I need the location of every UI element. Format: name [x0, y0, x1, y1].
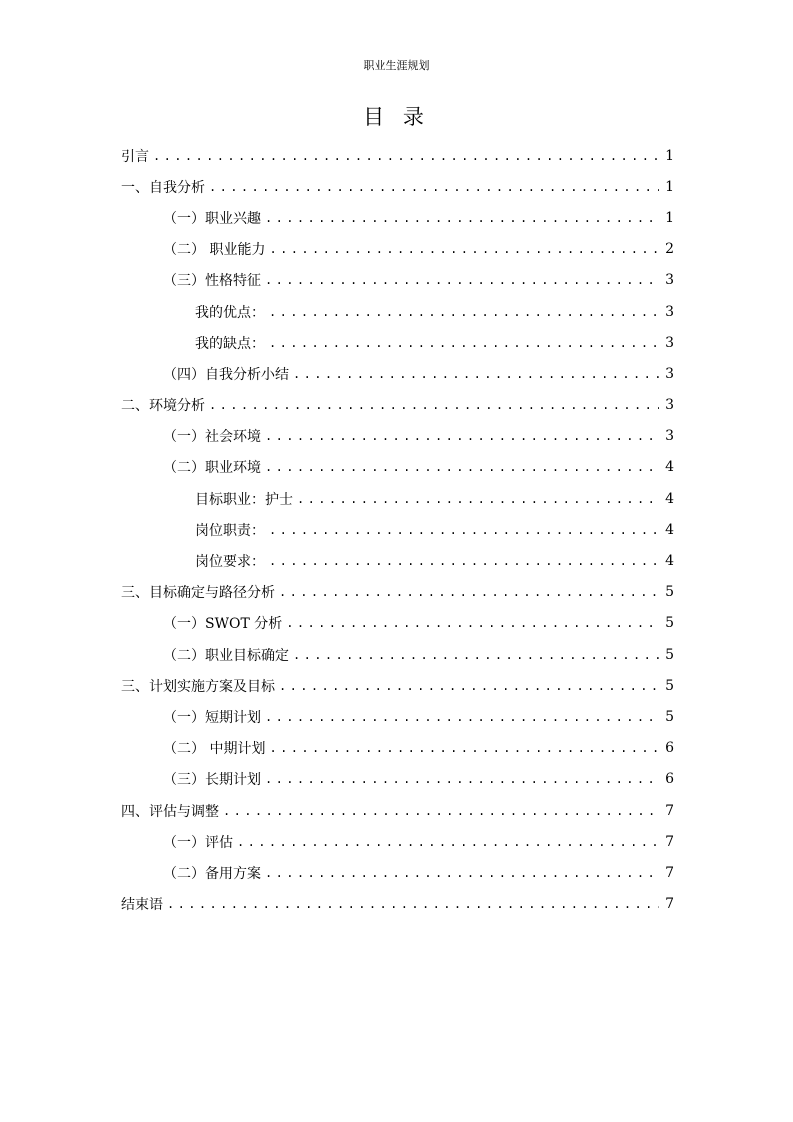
toc-entry-label: （四）自我分析小结 — [163, 366, 289, 383]
toc-entry-swot[interactable] — [121, 608, 674, 639]
toc-entry-page: 6 — [665, 771, 674, 788]
dot-leader — [265, 710, 659, 724]
toc-entry-conclusion[interactable] — [121, 889, 674, 920]
toc-entry-social-environment[interactable] — [121, 421, 674, 452]
toc-entry-page: 3 — [665, 428, 674, 445]
toc-entry-page: 1 — [665, 147, 674, 164]
toc-entry-page: 3 — [665, 303, 674, 320]
toc-title: 目 录 — [363, 105, 430, 129]
toc-entry-page: 1 — [665, 178, 674, 195]
toc-entry-page: 4 — [665, 490, 674, 507]
toc-entry-label: （二）职业环境 — [163, 460, 261, 477]
toc-entry-page: 3 — [665, 397, 674, 414]
dot-leader — [153, 149, 659, 163]
toc-entry-evaluation[interactable] — [121, 826, 674, 857]
toc-entry-label: （一）职业兴趣 — [163, 210, 261, 227]
toc-entry-page: 4 — [665, 521, 674, 538]
toc-entry-page: 5 — [665, 646, 674, 663]
toc-entry-page: 5 — [665, 584, 674, 601]
dot-leader — [237, 835, 659, 849]
toc-entry-long-term-plan[interactable] — [121, 764, 674, 795]
dot-leader — [269, 305, 659, 319]
toc-entry-label: （一）短期计划 — [163, 709, 261, 726]
toc-entry-page: 3 — [665, 365, 674, 382]
toc-entry-evaluation-adjustment[interactable] — [121, 795, 674, 826]
dot-leader — [279, 679, 659, 693]
toc-entry-introduction[interactable] — [121, 140, 674, 171]
toc-entry-goal-and-path[interactable] — [121, 577, 674, 608]
dot-leader — [269, 741, 659, 755]
toc-entry-page: 7 — [665, 833, 674, 850]
toc-entry-label: 三、目标确定与路径分析 — [121, 585, 275, 602]
dot-leader — [265, 460, 659, 474]
dot-leader — [265, 211, 659, 225]
toc-entry-label: 三、计划实施方案及目标 — [121, 678, 275, 695]
toc-entry-page: 3 — [665, 334, 674, 351]
dot-leader — [269, 523, 659, 537]
toc-entry-label: 二、环境分析 — [121, 398, 205, 415]
table-of-contents — [121, 140, 674, 920]
dot-leader — [265, 772, 659, 786]
toc-entry-label: （二） 中期计划 — [163, 741, 266, 758]
toc-entry-label: 目标职业：护士 — [195, 491, 293, 508]
toc-entry-page: 3 — [665, 272, 674, 289]
dot-leader — [293, 648, 659, 662]
toc-entry-label: 结束语 — [121, 897, 163, 914]
toc-entry-target-career[interactable] — [121, 483, 674, 514]
toc-entry-self-analysis[interactable] — [121, 171, 674, 202]
toc-entry-page: 4 — [665, 553, 674, 570]
toc-entry-career-environment[interactable] — [121, 452, 674, 483]
toc-entry-page: 7 — [665, 864, 674, 881]
toc-entry-self-analysis-summary[interactable] — [121, 358, 674, 389]
toc-entry-environment-analysis[interactable] — [121, 390, 674, 421]
toc-entry-label: （二）备用方案 — [163, 865, 261, 882]
dot-leader — [209, 398, 659, 412]
dot-leader — [269, 242, 659, 256]
dot-leader — [209, 180, 659, 194]
toc-entry-label: （二）职业目标确定 — [163, 647, 289, 664]
toc-entry-page: 5 — [665, 677, 674, 694]
toc-entry-label: 我的优点： — [195, 304, 265, 321]
toc-entry-label: 引言 — [121, 148, 149, 165]
dot-leader — [279, 585, 659, 599]
dot-leader — [167, 897, 659, 911]
toc-entry-implementation-plan[interactable] — [121, 670, 674, 701]
toc-entry-page: 5 — [665, 615, 674, 632]
toc-entry-label: （三）长期计划 — [163, 772, 261, 789]
toc-entry-label: 一、自我分析 — [121, 179, 205, 196]
header-rule — [120, 77, 675, 78]
dot-leader — [293, 367, 659, 381]
dot-leader — [265, 273, 659, 287]
toc-entry-label: （一）SWOT 分析 — [163, 616, 283, 633]
toc-entry-mid-term-plan[interactable] — [121, 733, 674, 764]
toc-entry-strengths[interactable] — [121, 296, 674, 327]
toc-entry-label: 岗位要求： — [195, 554, 265, 571]
toc-entry-label: （三）性格特征 — [163, 273, 261, 290]
toc-entry-backup-plan[interactable] — [121, 857, 674, 888]
toc-entry-page: 4 — [665, 459, 674, 476]
toc-entry-label: （一）评估 — [163, 834, 233, 851]
toc-entry-page: 6 — [665, 740, 674, 757]
dot-leader — [265, 429, 659, 443]
dot-leader — [269, 554, 659, 568]
toc-entry-career-ability[interactable] — [121, 234, 674, 265]
toc-entry-job-duties[interactable] — [121, 514, 674, 545]
dot-leader — [297, 492, 659, 506]
dot-leader — [286, 616, 659, 630]
toc-entry-page: 7 — [665, 896, 674, 913]
toc-entry-short-term-plan[interactable] — [121, 701, 674, 732]
dot-leader — [265, 866, 659, 880]
toc-entry-label: 岗位职责： — [195, 522, 265, 539]
toc-entry-page: 2 — [665, 241, 674, 258]
toc-entry-label: 我的缺点： — [195, 335, 265, 352]
toc-entry-job-requirements[interactable] — [121, 545, 674, 576]
toc-entry-label: 四、评估与调整 — [121, 803, 219, 820]
dot-leader — [223, 804, 659, 818]
toc-entry-page: 7 — [665, 802, 674, 819]
toc-entry-label: （一）社会环境 — [163, 429, 261, 446]
toc-entry-career-interest[interactable] — [121, 202, 674, 233]
toc-entry-page: 1 — [665, 209, 674, 226]
toc-entry-career-goal[interactable] — [121, 639, 674, 670]
toc-entry-label: （二） 职业能力 — [163, 242, 266, 259]
dot-leader — [269, 336, 659, 350]
running-header: 职业生涯规划 — [363, 59, 430, 72]
toc-entry-page: 5 — [665, 708, 674, 725]
toc-entry-personality[interactable] — [121, 265, 674, 296]
toc-entry-weaknesses[interactable] — [121, 327, 674, 358]
